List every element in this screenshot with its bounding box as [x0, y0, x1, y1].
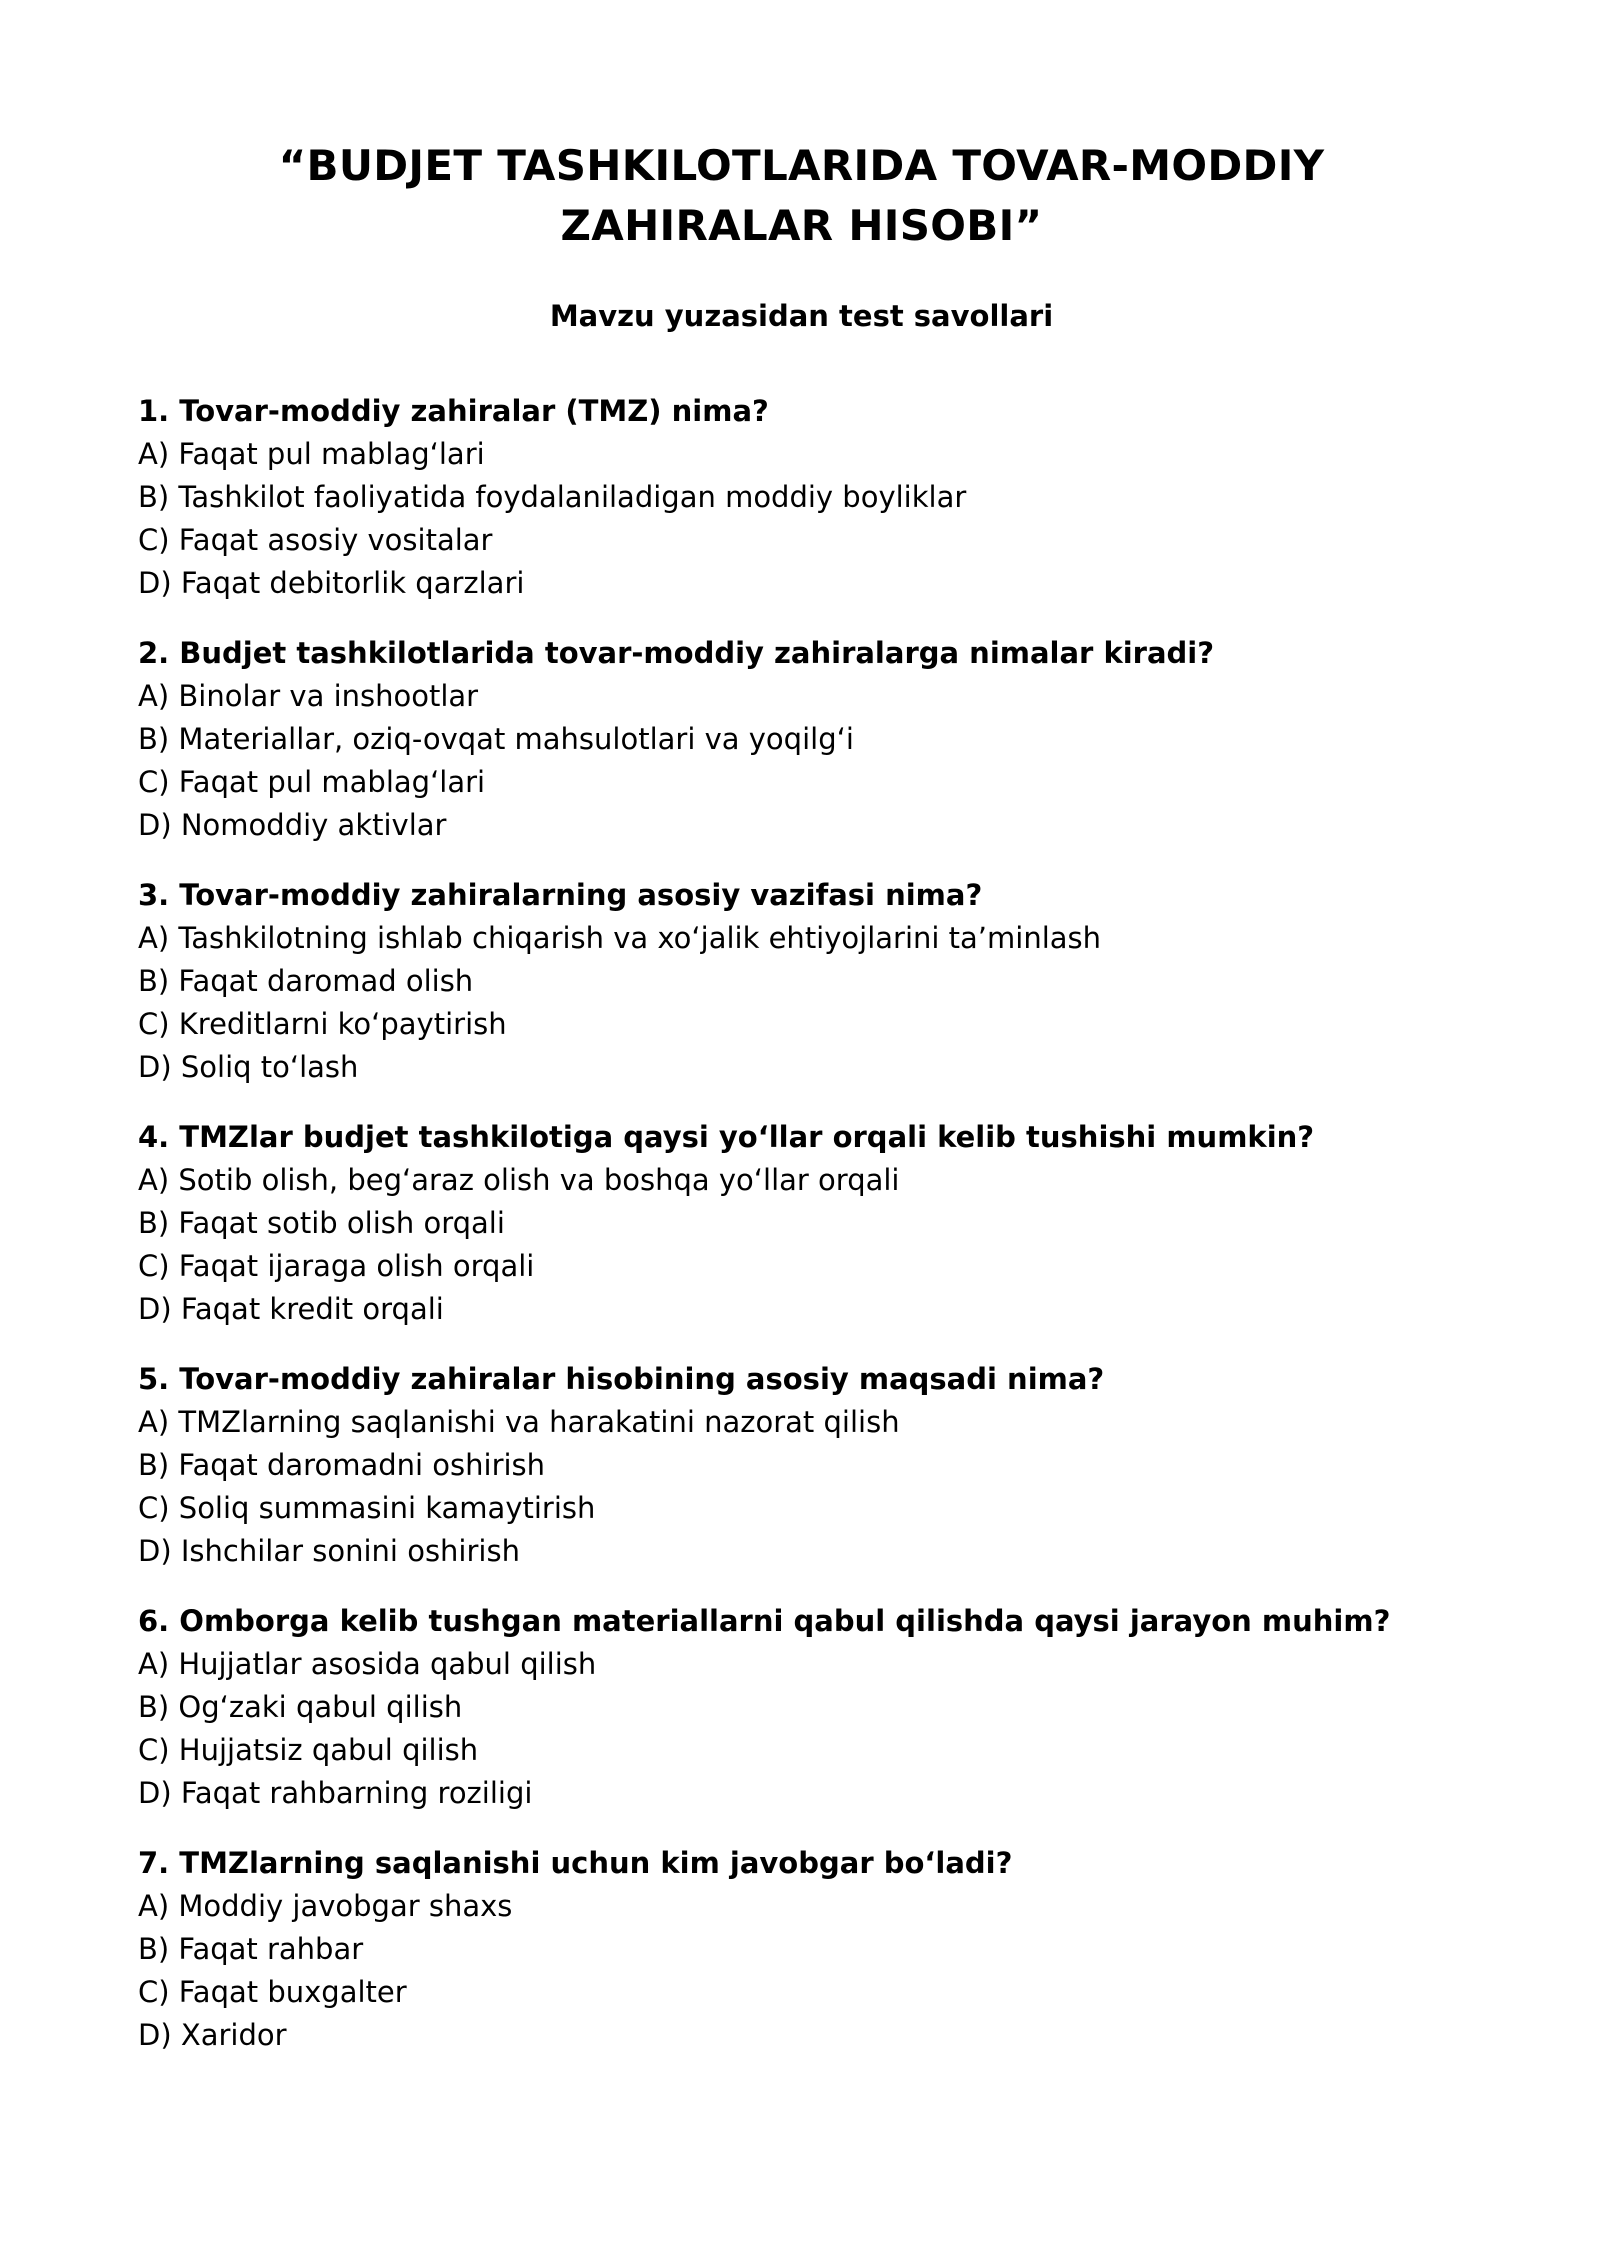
- answer-option-d: D) Xaridor: [138, 2018, 287, 2052]
- question-4: [138, 1116, 1420, 1331]
- answer-option-c: C) Faqat pul mablag‘lari: [138, 765, 486, 799]
- answer-option-c: C) Hujjatsiz qabul qilish: [138, 1733, 479, 1767]
- question-6: [138, 1600, 1420, 1815]
- answer-option-d: D) Faqat debitorlik qarzlari: [138, 566, 525, 600]
- answer-option-b: B) Tashkilot faoliyatida foydalaniladigan moddiy boyliklar: [138, 480, 967, 514]
- answer-option-c: C) Faqat buxgalter: [138, 1975, 407, 2009]
- answer-option-b: B) Faqat rahbar: [138, 1932, 364, 1966]
- question-1: [138, 390, 1420, 605]
- title-line-2: ZAHIRALAR HISOBI”: [560, 201, 1043, 250]
- answer-option-b: B) Faqat sotib olish orqali: [138, 1206, 505, 1240]
- answer-option-d: D) Faqat rahbarning roziligi: [138, 1776, 533, 1810]
- document-subtitle: Mavzu yuzasidan test savollari: [549, 299, 1054, 333]
- answer-option-a: A) Hujjatlar asosida qabul qilish: [138, 1647, 597, 1681]
- question-text: 1. Tovar-moddiy zahiralar (TMZ) nima?: [138, 394, 769, 428]
- answer-option-d: D) Faqat kredit orqali: [138, 1292, 444, 1326]
- answer-option-c: C) Kreditlarni ko‘paytirish: [138, 1007, 507, 1041]
- answer-option-d: D) Nomoddiy aktivlar: [138, 808, 447, 842]
- answer-option-d: D) Soliq to‘lash: [138, 1050, 359, 1084]
- answer-option-a: A) Moddiy javobgar shaxs: [138, 1889, 513, 1923]
- answer-option-b: B) Og‘zaki qabul qilish: [138, 1690, 463, 1724]
- question-text: 2. Budjet tashkilotlarida tovar-moddiy zahiralarga nimalar kiradi?: [138, 636, 1215, 670]
- question-7: [138, 1842, 1420, 2057]
- answer-option-c: C) Soliq summasini kamaytirish: [138, 1491, 596, 1525]
- answer-option-a: A) Tashkilotning ishlab chiqarish va xo‘jalik ehtiyojlarini ta’minlash: [138, 921, 1102, 955]
- question-text: 4. TMZlar budjet tashkilotiga qaysi yo‘llar orqali kelib tushishi mumkin?: [138, 1120, 1315, 1154]
- answer-option-a: A) Sotib olish, beg‘araz olish va boshqa yo‘llar orqali: [138, 1163, 900, 1197]
- question-text: 3. Tovar-moddiy zahiralarning asosiy vazifasi nima?: [138, 878, 983, 912]
- question-text: 7. TMZlarning saqlanishi uchun kim javobgar bo‘ladi?: [138, 1846, 1013, 1880]
- answer-option-b: B) Faqat daromad olish: [138, 964, 474, 998]
- question-5: [138, 1358, 1420, 1573]
- question-text: 5. Tovar-moddiy zahiralar hisobining asosiy maqsadi nima?: [138, 1362, 1105, 1396]
- title-line-1: “BUDJET TASHKILOTLARIDA TOVAR-MODDIY: [278, 141, 1325, 190]
- answer-option-d: D) Ishchilar sonini oshirish: [138, 1534, 520, 1568]
- answer-option-a: A) Faqat pul mablag‘lari: [138, 437, 485, 471]
- answer-option-b: B) Materiallar, oziq-ovqat mahsulotlari va yoqilg‘i: [138, 722, 854, 756]
- answer-option-c: C) Faqat asosiy vositalar: [138, 523, 493, 557]
- answer-option-b: B) Faqat daromadni oshirish: [138, 1448, 546, 1482]
- document-title: [138, 136, 1420, 256]
- question-3: [138, 874, 1420, 1089]
- question-list: [138, 390, 1420, 2057]
- answer-option-a: A) Binolar va inshootlar: [138, 679, 479, 713]
- answer-option-a: A) TMZlarning saqlanishi va harakatini nazorat qilish: [138, 1405, 900, 1439]
- question-2: [138, 632, 1420, 847]
- answer-option-c: C) Faqat ijaraga olish orqali: [138, 1249, 535, 1283]
- question-text: 6. Omborga kelib tushgan materiallarni qabul qilishda qaysi jarayon muhim?: [138, 1604, 1391, 1638]
